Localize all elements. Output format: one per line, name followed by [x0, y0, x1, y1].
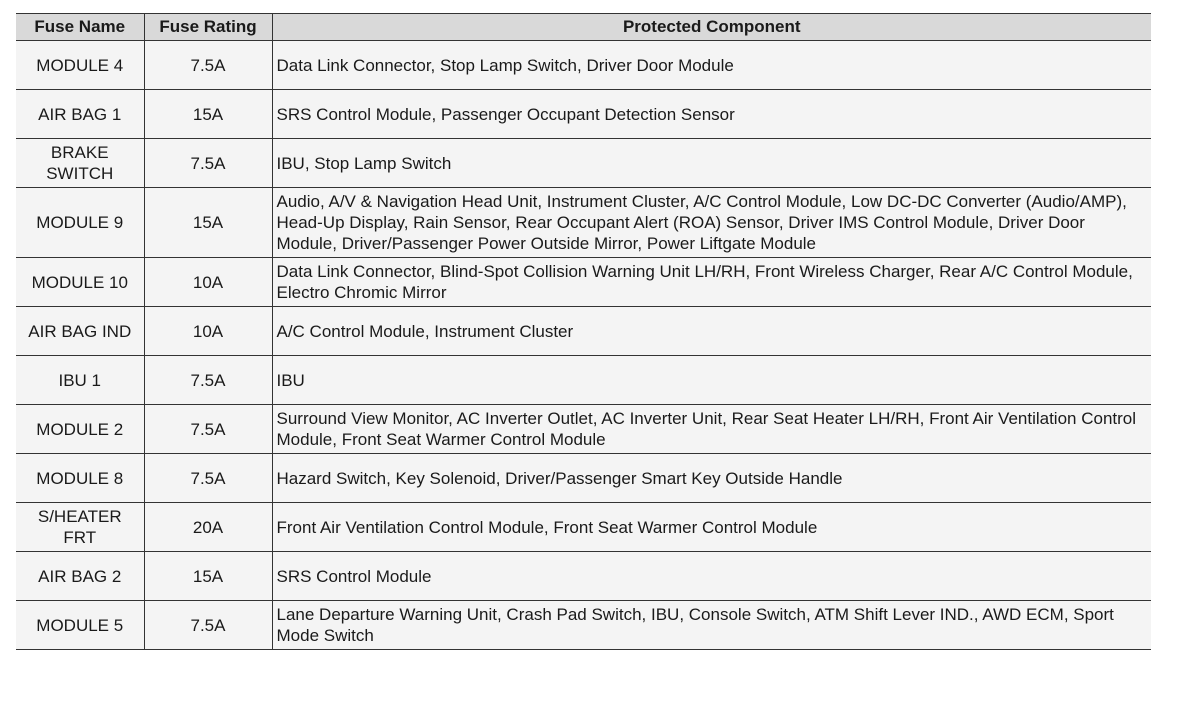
table-row	[16, 41, 1151, 90]
fuse-rating-cell: 10A	[144, 258, 272, 307]
fuse-name-cell: AIR BAG 1	[16, 90, 144, 139]
table-row	[16, 307, 1151, 356]
protected-component-cell: Audio, A/V & Navigation Head Unit, Instrument Cluster, A/C Control Module, Low DC-DC Converter (Audio/AMP), Head-Up Display, Rain Sensor, Rear Occupant Alert (ROA) Sensor, Driver IMS Control Module, Driver Door Module, Driver/Passenger Power Outside Mirror, Power Liftgate Module	[272, 188, 1151, 258]
fuse-name-cell: IBU 1	[16, 356, 144, 405]
fuse-name-cell: MODULE 4	[16, 41, 144, 90]
protected-component-cell: Data Link Connector, Blind-Spot Collision Warning Unit LH/RH, Front Wireless Charger, Rear A/C Control Module, Electro Chromic Mirror	[272, 258, 1151, 307]
fuse-name-cell: AIR BAG 2	[16, 552, 144, 601]
table-body	[16, 41, 1151, 650]
fuse-rating-cell: 15A	[144, 188, 272, 258]
header-fuse-rating: Fuse Rating	[144, 14, 272, 41]
fuse-rating-cell: 7.5A	[144, 454, 272, 503]
table-header	[16, 14, 1151, 41]
fuse-name-cell: MODULE 2	[16, 405, 144, 454]
fuse-rating-cell: 15A	[144, 90, 272, 139]
fuse-rating-cell: 7.5A	[144, 601, 272, 650]
fuse-rating-cell: 7.5A	[144, 139, 272, 188]
table-row	[16, 454, 1151, 503]
protected-component-cell: Front Air Ventilation Control Module, Front Seat Warmer Control Module	[272, 503, 1151, 552]
protected-component-cell: IBU, Stop Lamp Switch	[272, 139, 1151, 188]
header-protected-component: Protected Component	[272, 14, 1151, 41]
protected-component-cell: Data Link Connector, Stop Lamp Switch, Driver Door Module	[272, 41, 1151, 90]
fuse-rating-cell: 7.5A	[144, 405, 272, 454]
protected-component-cell: Hazard Switch, Key Solenoid, Driver/Passenger Smart Key Outside Handle	[272, 454, 1151, 503]
table-row	[16, 90, 1151, 139]
table-row	[16, 139, 1151, 188]
fuse-rating-cell: 20A	[144, 503, 272, 552]
fuse-name-cell: AIR BAG IND	[16, 307, 144, 356]
protected-component-cell: Lane Departure Warning Unit, Crash Pad Switch, IBU, Console Switch, ATM Shift Lever IND., AWD ECM, Sport Mode Switch	[272, 601, 1151, 650]
table-row	[16, 188, 1151, 258]
header-row	[16, 14, 1151, 41]
fuse-rating-cell: 7.5A	[144, 356, 272, 405]
table-row	[16, 601, 1151, 650]
table-row	[16, 356, 1151, 405]
protected-component-cell: A/C Control Module, Instrument Cluster	[272, 307, 1151, 356]
fuse-table	[16, 13, 1151, 650]
fuse-rating-cell: 15A	[144, 552, 272, 601]
fuse-name-cell: MODULE 8	[16, 454, 144, 503]
fuse-name-cell: BRAKE SWITCH	[16, 139, 144, 188]
fuse-rating-cell: 7.5A	[144, 41, 272, 90]
header-fuse-name: Fuse Name	[16, 14, 144, 41]
table-row	[16, 258, 1151, 307]
fuse-name-cell: MODULE 9	[16, 188, 144, 258]
fuse-rating-cell: 10A	[144, 307, 272, 356]
fuse-name-cell: MODULE 10	[16, 258, 144, 307]
protected-component-cell: SRS Control Module	[272, 552, 1151, 601]
protected-component-cell: IBU	[272, 356, 1151, 405]
table-row	[16, 405, 1151, 454]
fuse-name-cell: S/HEATER FRT	[16, 503, 144, 552]
table-row	[16, 552, 1151, 601]
protected-component-cell: Surround View Monitor, AC Inverter Outlet, AC Inverter Unit, Rear Seat Heater LH/RH, Front Air Ventilation Control Module, Front Seat Warmer Control Module	[272, 405, 1151, 454]
table-row	[16, 503, 1151, 552]
protected-component-cell: SRS Control Module, Passenger Occupant Detection Sensor	[272, 90, 1151, 139]
fuse-name-cell: MODULE 5	[16, 601, 144, 650]
